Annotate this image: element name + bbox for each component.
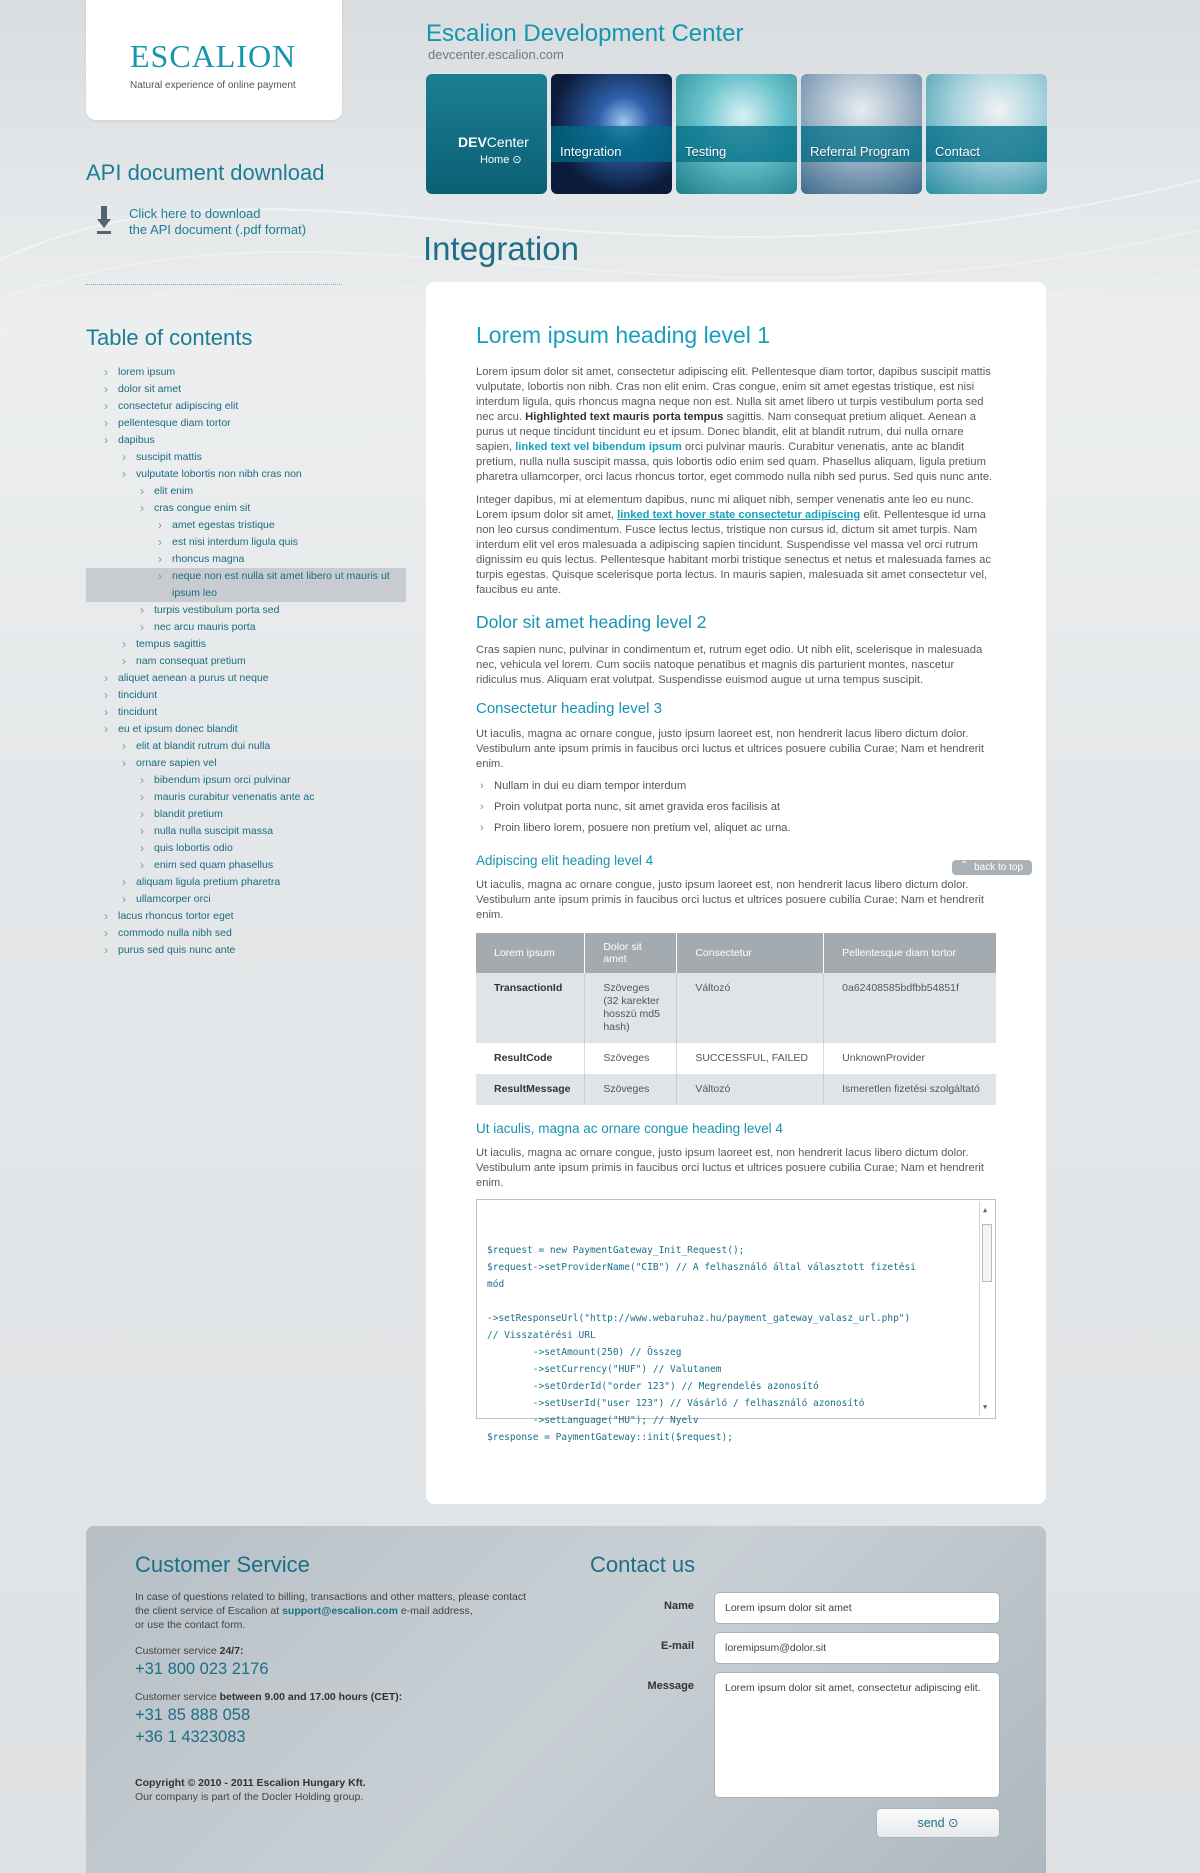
page-title: Integration	[423, 230, 579, 267]
toc-item[interactable]: › quis lobortis odio	[86, 840, 406, 857]
scroll-up-icon[interactable]: ▲	[983, 1206, 988, 1214]
group-note: Our company is part of the Docler Holding group.	[135, 1791, 364, 1803]
toc-item[interactable]: › tincidunt	[86, 687, 406, 704]
highlighted-text: Highlighted text mauris porta tempus	[525, 411, 724, 423]
toc-item[interactable]: › tincidunt	[86, 704, 406, 721]
customer-service-247-label: Customer service 24/7:	[135, 1645, 244, 1657]
list-item: › Proin libero lorem, posuere non pretium vel, aliquet ac urna.	[476, 822, 996, 843]
table-cell: ResultCode	[476, 1043, 585, 1074]
toc-item[interactable]: › commodo nulla nibh sed	[86, 925, 406, 942]
toc-item[interactable]: › suscipit mattis	[86, 449, 406, 466]
toc-item[interactable]: › dapibus	[86, 432, 406, 449]
customer-service-hours-label: Customer service between 9.00 and 17.00 hours (CET):	[135, 1691, 403, 1703]
devcenter-label: DEVCenter	[458, 134, 529, 150]
nav-devcenter-home[interactable]	[426, 74, 547, 194]
toc-item[interactable]: › dolor sit amet	[86, 381, 406, 398]
table-header: Lorem ipsum	[476, 933, 585, 973]
toc-item[interactable]: › aliquet aenean a purus ut neque	[86, 670, 406, 687]
table-cell: Változó	[677, 973, 824, 1043]
email-field[interactable]: loremipsum@dolor.sit	[714, 1632, 1000, 1664]
toc-item[interactable]: › turpis vestibulum porta sed	[86, 602, 406, 619]
code-text: $request = new PaymentGateway_Init_Request(); $request->setProviderName("CIB") // A felhasználó által választott fizetési mód ->setResponseUrl("http://www.webaruhaz.hu/payment_gateway_valasz_url.php") // Visszatérési URL ->setAmount(250) // Összeg ->setCurrency("HUF") // Valutanem ->setOrderId("order 123") // Megrendelés azonosító ->setUserId("user 123") // Vásárló / felhasználó azonosító ->setLanguage("HU"); // Nyelv $response = PaymentGateway::init($request);	[487, 1245, 916, 1443]
list-item: › Nullam in dui eu diam tempor interdum	[476, 780, 996, 801]
logo-tagline: Natural experience of online payment	[130, 80, 296, 91]
data-table	[476, 933, 996, 1105]
site-title: Escalion Development Center	[426, 20, 744, 47]
nav-contact[interactable]	[926, 74, 1047, 194]
toc-item[interactable]: › elit at blandit rutrum dui nulla	[86, 738, 406, 755]
heading-level-3: Consectetur heading level 3	[476, 700, 662, 717]
table-cell: TransactionId	[476, 973, 585, 1043]
table-row	[476, 973, 996, 1043]
toc-item[interactable]: › vulputate lobortis non nibh cras non	[86, 466, 406, 483]
toc-item[interactable]: › bibendum ipsum orci pulvinar	[86, 772, 406, 789]
paragraph: Lorem ipsum dolor sit amet, consectetur adipiscing elit. Pellentesque diam tortor, dapibus suscipit mattis vulputate, lobortis non nibh. Cras non elit enim. Cras congue, enim sit amet egestas tristique, est nisi interdum ligula, quis rhoncus magna neque non est. Nulla sit amet libero ut turpis vestibulum porta sed nec arcu. Highlighted text mauris porta tempus sagittis. Nam consequat pretium aliquet. Aenean a purus ut neque tincidunt tincidunt eu et ipsum. Donec blandit, elit at blandit rutrum, dui nulla ornare sapien, linked text vel bibendum ipsum orci pulvinar mauris. Curabitur venenatis, ante ac blandit pretium, nulla nulla suscipit massa, quis lobortis odio enim sed quam. Phasellus aliquam, ligula pretium pharetra ullamcorper, orci lacus rhoncus tortor, eget commodo nulla nibh sed purus. Sed quis nunc ante.	[476, 366, 993, 483]
main-nav	[426, 74, 1047, 194]
toc-item[interactable]: › est nisi interdum ligula quis	[86, 534, 406, 551]
message-label: Message	[647, 1680, 694, 1692]
code-scrollbar[interactable]	[979, 1202, 993, 1416]
table-cell: Ismeretlen fizetési szolgáltató	[824, 1074, 996, 1105]
toc-item[interactable]: › rhoncus magna	[86, 551, 406, 568]
message-field[interactable]: Lorem ipsum dolor sit amet, consectetur adipiscing elit.	[714, 1672, 1000, 1798]
paragraph: Ut iaculis, magna ac ornare congue, justo ipsum laoreet est, non hendrerit lacus libero dictum dolor. Vestibulum ante ipsum primis in faucibus orci luctus et ultrices posuere cubilia Curae; Nam et hendrerit enim.	[476, 1147, 985, 1189]
heading-level-4: Ut iaculis, magna ac ornare congue heading level 4	[476, 1121, 783, 1136]
phone-number: +31 85 888 058	[135, 1706, 251, 1724]
table-cell: ResultMessage	[476, 1074, 585, 1105]
table-of-contents	[86, 364, 406, 959]
toc-item[interactable]: › cras congue enim sit	[86, 500, 406, 517]
site-url: devcenter.escalion.com	[428, 47, 564, 62]
api-download-link[interactable]	[97, 206, 306, 238]
toc-item[interactable]: › amet egestas tristique	[86, 517, 406, 534]
customer-service-title: Customer Service	[135, 1552, 310, 1577]
toc-item[interactable]: › ornare sapien vel	[86, 755, 406, 772]
toc-item[interactable]: › nam consequat pretium	[86, 653, 406, 670]
table-cell: UnknownProvider	[824, 1043, 996, 1074]
toc-item[interactable]: › eu et ipsum donec blandit	[86, 721, 406, 738]
contact-title: Contact us	[590, 1552, 696, 1577]
table-header: Pellentesque diam tortor	[824, 933, 996, 973]
scroll-down-icon[interactable]: ▼	[983, 1403, 988, 1411]
toc-item[interactable]: › neque non est nulla sit amet libero ut mauris ut ipsum leo	[86, 568, 406, 602]
nav-label: Referral Program	[810, 144, 910, 159]
nav-label: Testing	[685, 144, 727, 159]
paragraph: Integer dapibus, mi at elementum dapibus, nunc mi aliquet nibh, semper venenatis ante leo eu nunc. Lorem ipsum dolor sit amet, linked text hover state consectetur adipiscing elit. Pellentesque id urna non leo cursus condimentum. Fusce lectus lectus, tristique non cursus id, dictum sit amet turpis. Nam interdum elit vel eros malesuada a adipiscing sapien tincidunt. Suspendisse vel massa vel orci rutrum dignissim eu quis lectus. Pellentesque habitant morbi tristique senectus et netus et malesuada fames ac turpis egestas. Quisque scelerisque porta lectus. In mauris sapien, malesuada sit amet consectetur vel, faucibus eu ante.	[476, 494, 991, 596]
back-to-top-button[interactable]: ⌃ back to top	[952, 860, 1032, 875]
send-button[interactable]: send ⊙	[876, 1808, 1000, 1838]
main-content	[426, 282, 1046, 1504]
paragraph: Ut iaculis, magna ac ornare congue, justo ipsum laoreet est, non hendrerit lacus libero dictum dolor. Vestibulum ante ipsum primis in faucibus orci luctus et ultrices posuere cubilia Curae; Nam et hendrerit enim.	[476, 879, 985, 921]
inline-link-hover[interactable]: linked text hover state consectetur adipiscing	[617, 509, 861, 521]
nav-integration[interactable]	[551, 74, 672, 194]
heading-level-1: Lorem ipsum heading level 1	[476, 322, 771, 348]
phone-number: +31 800 023 2176	[135, 1660, 269, 1678]
phone-number: +36 1 4323083	[135, 1728, 246, 1746]
logo-name: ESCALION	[130, 38, 297, 74]
paragraph: Ut iaculis, magna ac ornare congue, justo ipsum laoreet est, non hendrerit lacus libero dictum dolor. Vestibulum ante ipsum primis in faucibus orci luctus et ultrices posuere cubilia Curae; Nam et hendrerit enim.	[476, 728, 985, 770]
table-header: Consectetur	[677, 933, 824, 973]
table-cell: Szöveges	[585, 1043, 677, 1074]
toc-item[interactable]: › nulla nulla suscipit massa	[86, 823, 406, 840]
toc-item[interactable]: › lacus rhoncus tortor eget	[86, 908, 406, 925]
toc-title: Table of contents	[86, 325, 253, 350]
table-cell: Változó	[677, 1074, 824, 1105]
toc-item[interactable]: › nec arcu mauris porta	[86, 619, 406, 636]
scroll-thumb[interactable]	[982, 1224, 992, 1282]
heading-level-2: Dolor sit amet heading level 2	[476, 612, 707, 632]
paragraph: Cras sapien nunc, pulvinar in condimentum et, rutrum eget odio. Ut nibh elit, scelerisque in malesuada nec, vehicula vel lorem. Cum sociis natoque penatibus et magnis dis parturient montes, nascetur ridiculus mus. Aliquam erat volutpat. Suspendisse euismod augue ut urna tempus suscipit.	[476, 644, 983, 686]
toc-item[interactable]: › lorem ipsum	[86, 364, 406, 381]
table-cell: 0a62408585bdfbb54851f	[824, 973, 996, 1043]
toc-item[interactable]: › blandit pretium	[86, 806, 406, 823]
name-label: Name	[664, 1600, 694, 1612]
nav-referral-program[interactable]	[801, 74, 922, 194]
table-row	[476, 1074, 996, 1105]
table-cell: SUCCESSFUL, FAILED	[677, 1043, 824, 1074]
support-email-link[interactable]: support@escalion.com	[282, 1605, 398, 1617]
toc-item[interactable]: › pellentesque diam tortor	[86, 415, 406, 432]
email-label: E-mail	[660, 1640, 694, 1652]
logo[interactable]	[86, 0, 342, 120]
nav-label: Contact	[935, 144, 980, 159]
nav-testing[interactable]	[676, 74, 797, 194]
toc-item[interactable]: › elit enim	[86, 483, 406, 500]
nav-label: Integration	[560, 144, 622, 159]
copyright: Copyright © 2010 - 2011 Escalion Hungary Kft.	[135, 1777, 366, 1789]
download-icon	[97, 206, 111, 236]
divider	[86, 284, 342, 285]
toc-item[interactable]: › consectetur adipiscing elit	[86, 398, 406, 415]
footer	[86, 1526, 1046, 1873]
table-cell: Szöveges (32 karekter hosszú md5 hash)	[585, 973, 677, 1043]
api-download-title: API document download	[86, 160, 325, 185]
api-link-line2: the API document (.pdf format)	[129, 222, 307, 237]
table-row	[476, 1043, 996, 1074]
heading-level-4: Adipiscing elit heading level 4	[476, 853, 654, 868]
code-box[interactable]	[476, 1199, 996, 1443]
toc-item[interactable]: › tempus sagittis	[86, 636, 406, 653]
toc-item[interactable]: › ullamcorper orci	[86, 891, 406, 908]
toc-item[interactable]: › purus sed quis nunc ante	[86, 942, 406, 959]
api-link-line1: Click here to download	[129, 206, 261, 221]
toc-item[interactable]: › mauris curabitur venenatis ante ac	[86, 789, 406, 806]
inline-link[interactable]: linked text vel bibendum ipsum	[515, 441, 682, 453]
list-item: › Proin volutpat porta nunc, sit amet gravida eros facilisis at	[476, 801, 996, 822]
home-link: Home ⊙	[480, 154, 522, 166]
name-field[interactable]: Lorem ipsum dolor sit amet	[714, 1592, 1000, 1624]
toc-item[interactable]: › enim sed quam phasellus	[86, 857, 406, 874]
customer-service-text: In case of questions related to billing, transactions and other matters, please contact the client service of Escalion at support@escalion.com e-mail address, or use the contact form.	[135, 1591, 527, 1631]
table-header: Dolor sit amet	[585, 933, 677, 973]
toc-item[interactable]: › aliquam ligula pretium pharetra	[86, 874, 406, 891]
table-cell: Szöveges	[585, 1074, 677, 1105]
bullet-list	[476, 780, 996, 843]
